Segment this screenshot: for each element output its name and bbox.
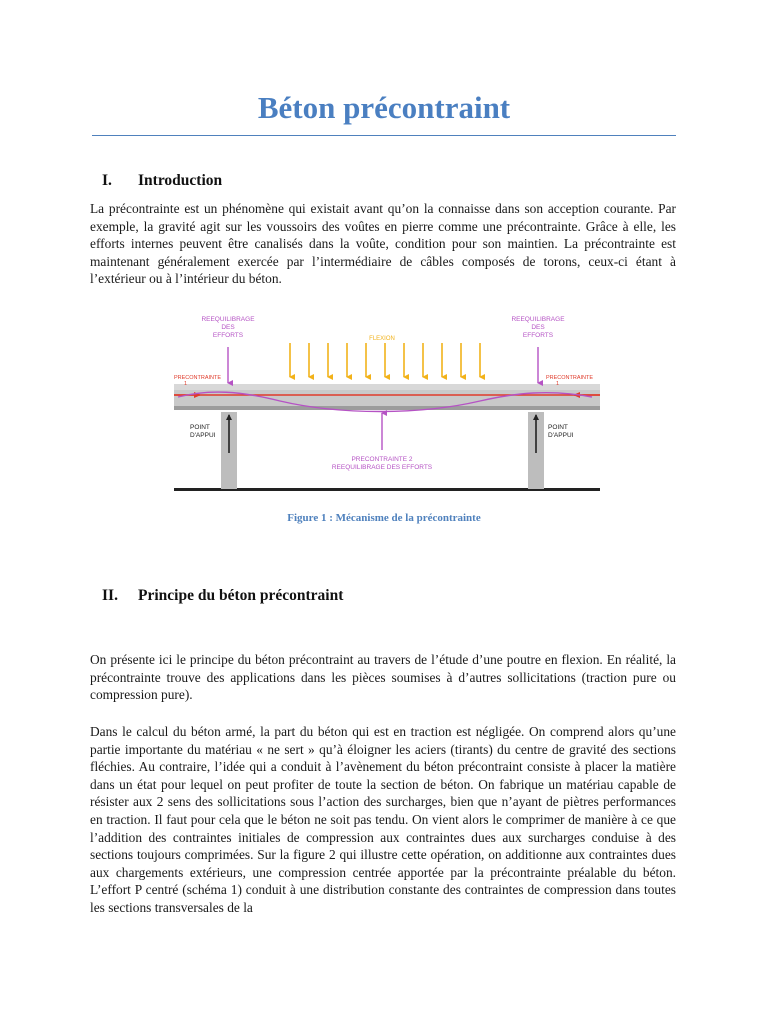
label-precontrainte-right-2: 1 [556,381,560,387]
beam-bottom-shadow [174,406,600,410]
label-precontrainte-2-line2: REEQUILIBRAGE DES EFFORTS [331,464,433,471]
label-reequilibrage-left-2: DES [221,324,235,331]
principle-paragraph-1: On présente ici le principe du béton précontraint au travers de l’étude d’une poutre en flexion. En réalité, la précontrainte trouve des applications dans les pièces soumises à d’autres sollicitations (traction pure ou compression pure). [90,652,676,703]
section-heading-introduction [102,172,222,190]
section-heading-principe [102,587,343,605]
label-reequilibrage-right-1: REEQUILIBRAGE [511,316,565,323]
label-appui-left-2: D'APPUI [190,432,216,439]
section-number: II. [102,587,118,604]
section-title: Introduction [138,172,223,189]
label-precontrainte-right-1: PRECONTRAINTE [546,375,594,381]
label-reequilibrage-left-1: REEQUILIBRAGE [201,316,255,323]
label-reequilibrage-right-2: DES [531,324,545,331]
flexion-arrows [290,343,480,377]
prestress-mechanism-figure [170,305,600,497]
label-appui-left-1: POINT [190,424,210,431]
intro-paragraph: La précontrainte est un phénomène qui existait avant qu’on la connaisse dans son acception courante. Par exemple, la gravité agit sur les voussoirs des voûtes en pierre comme une précontrainte. Grâce à elle, les efforts internes peuvent être canalisés dans la voûte, condition pour son maintien. La précontrainte est maintenant généralement exercée par l’intermédiaire de câbles composés de torons, ceux-ci étant à l’extérieur ou à l’intérieur du béton. [90,201,676,287]
label-precontrainte-2-line1: PRECONTRAINTE 2 [351,456,413,463]
figure-caption: Figure 1 : Mécanisme de la précontrainte [287,512,481,524]
label-precontrainte-left-2: 1 [184,381,188,387]
label-reequilibrage-left-3: EFFORTS [212,332,244,339]
section-number: I. [102,172,112,189]
label-reequilibrage-right-3: EFFORTS [522,332,554,339]
label-precontrainte-left-1: PRECONTRAINTE [174,375,222,381]
label-appui-right-2: D'APPUI [548,432,574,439]
page-title: Béton précontraint [257,90,511,125]
title-underline [92,135,676,136]
section-title: Principe du béton précontraint [138,587,344,604]
label-flexion: FLEXION [369,336,395,342]
principle-paragraph-2: Dans le calcul du béton armé, la part du béton qui est en traction est négligée. On comprend alors qu’une partie importante du matériau « ne sert » qu’à éloigner les aciers (tirants) du centre de gravité des sections fléchies. Au contraire, l’idée qui a conduit à l’avènement du béton précontraint consiste à placer la matière dans un état pour lequel on peut profiter de toute la section de béton. On fabrique un matériau capable de résister aux 2 sens des sollicitations sous l’action des surcharges, bien que n’ayant de piètres performances en traction. Il faut pour cela que le béton ne soit pas tendu. On vient alors le comprimer de manière à ce que l’addition des contraintes initiales de compression aux contraintes dues aux surcharges conduise à des sections toujours comprimées. Sur la figure 2 qui illustre cette opération, on additionne aux contraintes dues aux chargements extérieurs, une compression centrée apportée par la précontrainte préalable du béton. L’effort P centré (schéma 1) conduit à une distribution constante des contraintes de compression dans toutes les sections transversales de la [90,724,676,915]
label-appui-right-1: POINT [548,424,568,431]
beam-top [174,384,600,390]
